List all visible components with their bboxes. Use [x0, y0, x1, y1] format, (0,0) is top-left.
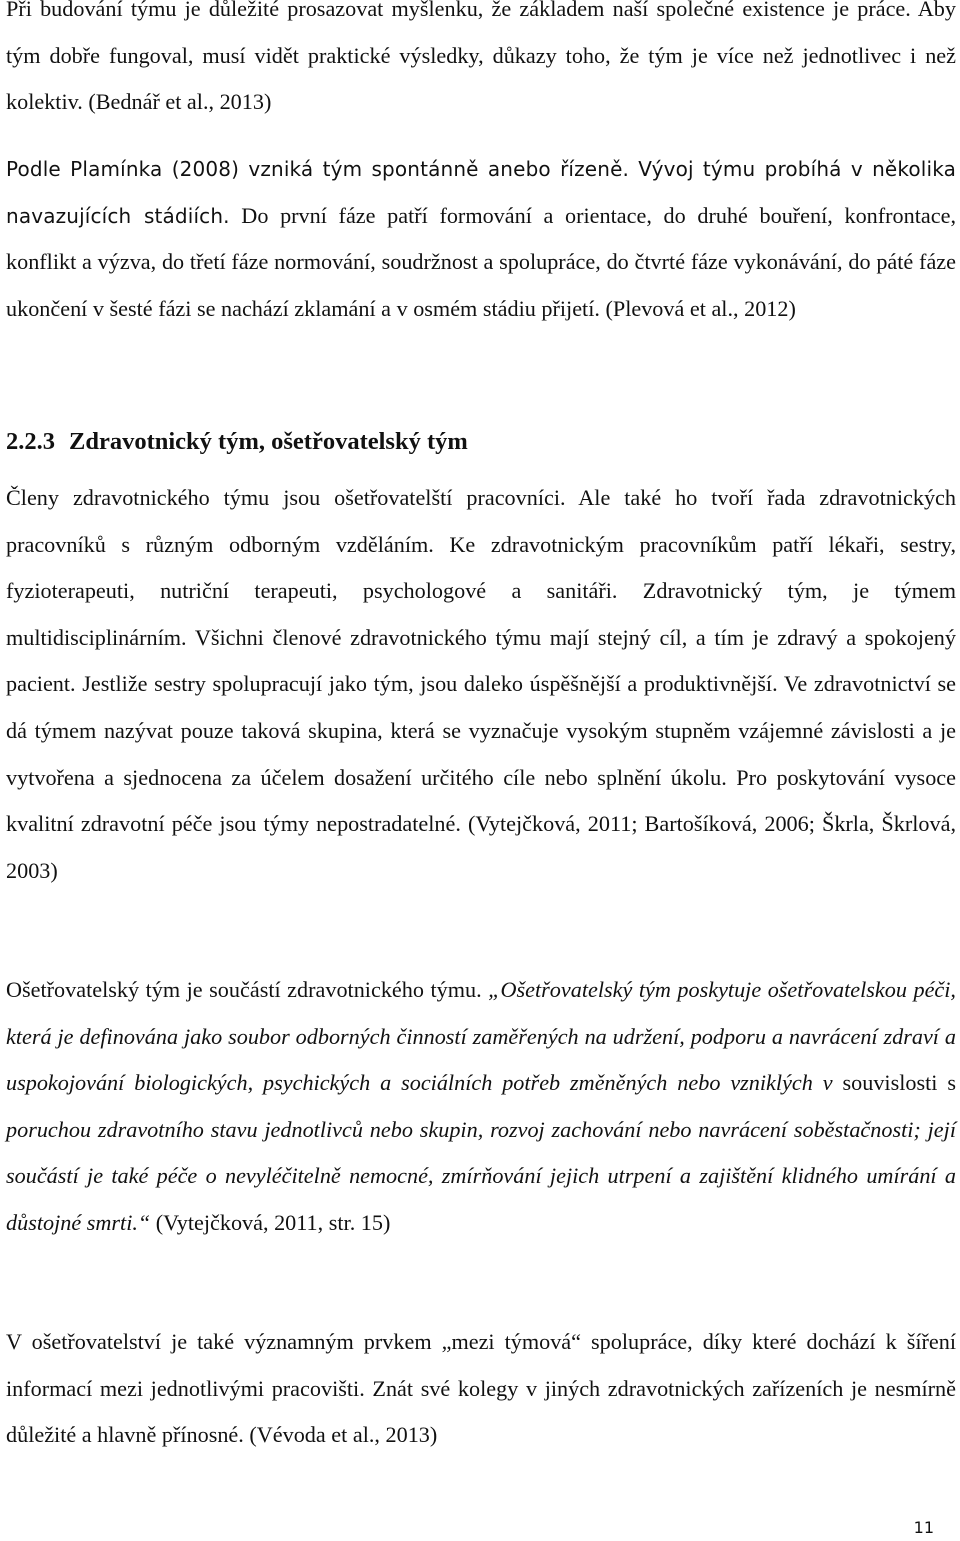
nursing-care-quote-part-1: „Ošetřovatelský tým poskytuje ošetřovatelskou péči, která je definována jako soubor odborných činností zaměřených na udržení, podporu a navrácení zdraví a uspokojování biologických, psychických a sociálních potřeb změněných nebo vzniklých v: [6, 977, 956, 1096]
nursing-care-quote-part-2: poruchou zdravotního stavu jednotlivců nebo skupin, rozvoj zachování nebo navrácení soběstačnosti; její součástí je také péče o nevyléčitelně nemocné, zmírňování jejich utrpení a zajištění klidného umírání a důstojné smrti.“: [6, 1116, 956, 1235]
nursing-team-intro: Ošetřovatelský tým je součástí zdravotnického týmu.: [6, 977, 489, 1002]
paragraph-health-team: Členy zdravotnického týmu jsou ošetřovatelští pracovníci. Ale také ho tvoří řada zdravotnických pracovníků s různým odborným vzděláním. Ke zdravotnickým pracovníkům patří lékaři, sestry, fyzioterapeuti, nutriční terapeuti, psychologové a sanitáři. Zdravotnický tým, je týmem multidisciplinárním. Všichni členové zdravotnického týmu mají stejný cíl, a tím je zdravý a spokojený pacient. Jestliže sestry spolupracují jako tým, jsou daleko úspěšnější a produktivnější. Ve zdravotnictví se dá týmem nazývat pouze taková skupina, která se vyznačuje vysokým stupněm vzájemné závislosti a je vytvořena a sjednocena za účelem dosažení určitého cíle nebo splnění úkolu. Pro poskytování vysoce kvalitní zdravotní péče jsou týmy nepostradatelné. (Vytejčková, 2011; Bartošíková, 2006; Škrla, Škrlová, 2003): [6, 485, 956, 883]
paragraph-team-building: Při budování týmu je důležité prosazovat myšlenku, že základem naší společné existence je práce. Aby tým dobře fungoval, musí vidět praktické výsledky, důkazy toho, že tým je více než jednotlivec i než kolektiv. (Bednář et al., 2013): [6, 0, 956, 115]
nursing-care-connector: souvislosti s: [832, 1070, 956, 1096]
nursing-care-citation: (Vytejčková, 2011, str. 15): [150, 1209, 391, 1235]
paragraph-team-development-lead: Podle Plamínka (2008) vzniká tým spontánně anebo řízeně. Vývoj týmu probíhá v několika navazujících stádiích.: [6, 157, 956, 228]
paragraph-team-development: [6, 146, 956, 332]
section-heading: [6, 425, 468, 459]
paragraph-team-development-phases: Do první fáze patří formování a orientace, do druhé bouření, konfrontace, konflikt a výzva, do třetí fáze normování, soudržnost a spolupráce, do čtvrté fáze vykonávání, do páté fáze ukončení v šesté fázi se nachází zklamání a v osmém stádiu přijetí. (Plevová et al., 2012): [6, 202, 956, 321]
section-title: Zdravotnický tým, ošetřovatelský tým: [69, 428, 468, 455]
paragraph-nursing-team: [6, 967, 956, 1247]
paragraph-inter-team-cooperation: V ošetřovatelství je také významným prvkem „mezi týmová“ spolupráce, díky které dochází k šíření informací mezi jednotlivými pracovišti. Znát své kolegy v jiných zdravotnických zařízeních je nesmírně důležité a hlavně přínosné. (Vévoda et al., 2013): [6, 1329, 956, 1448]
page-number: 11: [913, 1518, 934, 1537]
section-number: 2.2.3: [6, 428, 55, 455]
